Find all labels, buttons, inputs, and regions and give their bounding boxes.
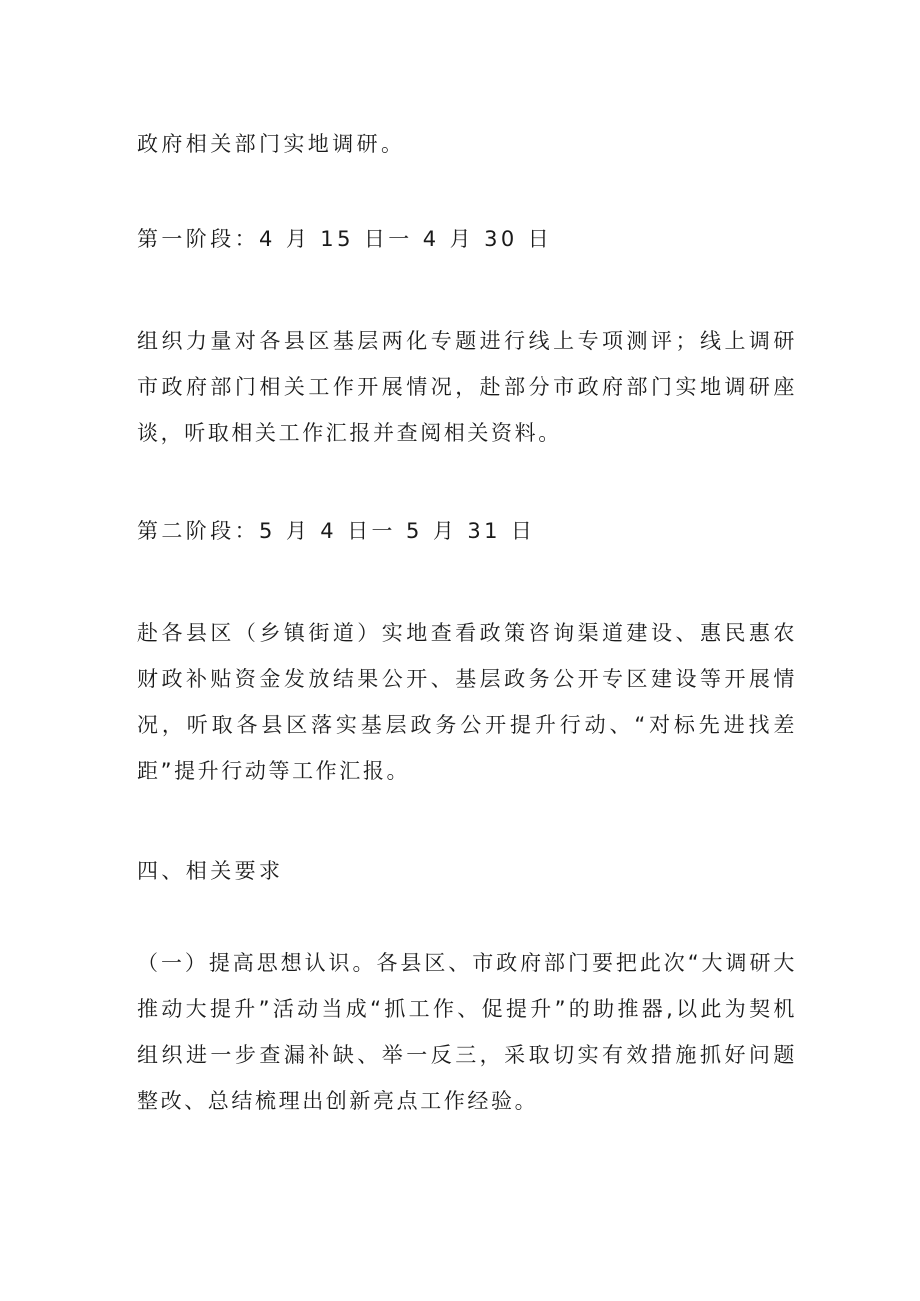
stage-two-heading: 第二阶段：5 月 4 日一 5 月 31 日 xyxy=(137,519,536,543)
stage-one-heading: 第一阶段：4 月 15 日一 4 月 30 日 xyxy=(137,227,553,251)
stage-two-body: 赴各县区（乡镇街道）实地查看政策咨询渠道建设、惠民惠农财政补贴资金发放结果公开、基层政务公开专区建设等开展情况，听取各县区落实基层政务公开提升行动、“对标先进找差距”提升行动等工作汇报。 xyxy=(137,621,797,783)
paragraph-continuation: 政府相关部门实地调研。 xyxy=(137,132,406,156)
requirement-one-body: （一）提高思想认识。各县区、市政府部门要把此次“大调研大推动大提升”活动当成“抓工作、促提升”的助推器,以此为契机组织进一步查漏补缺、举一反三，采取切实有效措施抓好问题整改、总结梳理出创新亮点工作经验。 xyxy=(137,951,797,1113)
stage-one-body: 组织力量对各县区基层两化专题进行线上专项测评；线上调研市政府部门相关工作开展情况，赴部分市政府部门实地调研座谈，听取相关工作汇报并查阅相关资料。 xyxy=(137,329,797,445)
section-four-heading: 四、相关要求 xyxy=(137,859,284,883)
